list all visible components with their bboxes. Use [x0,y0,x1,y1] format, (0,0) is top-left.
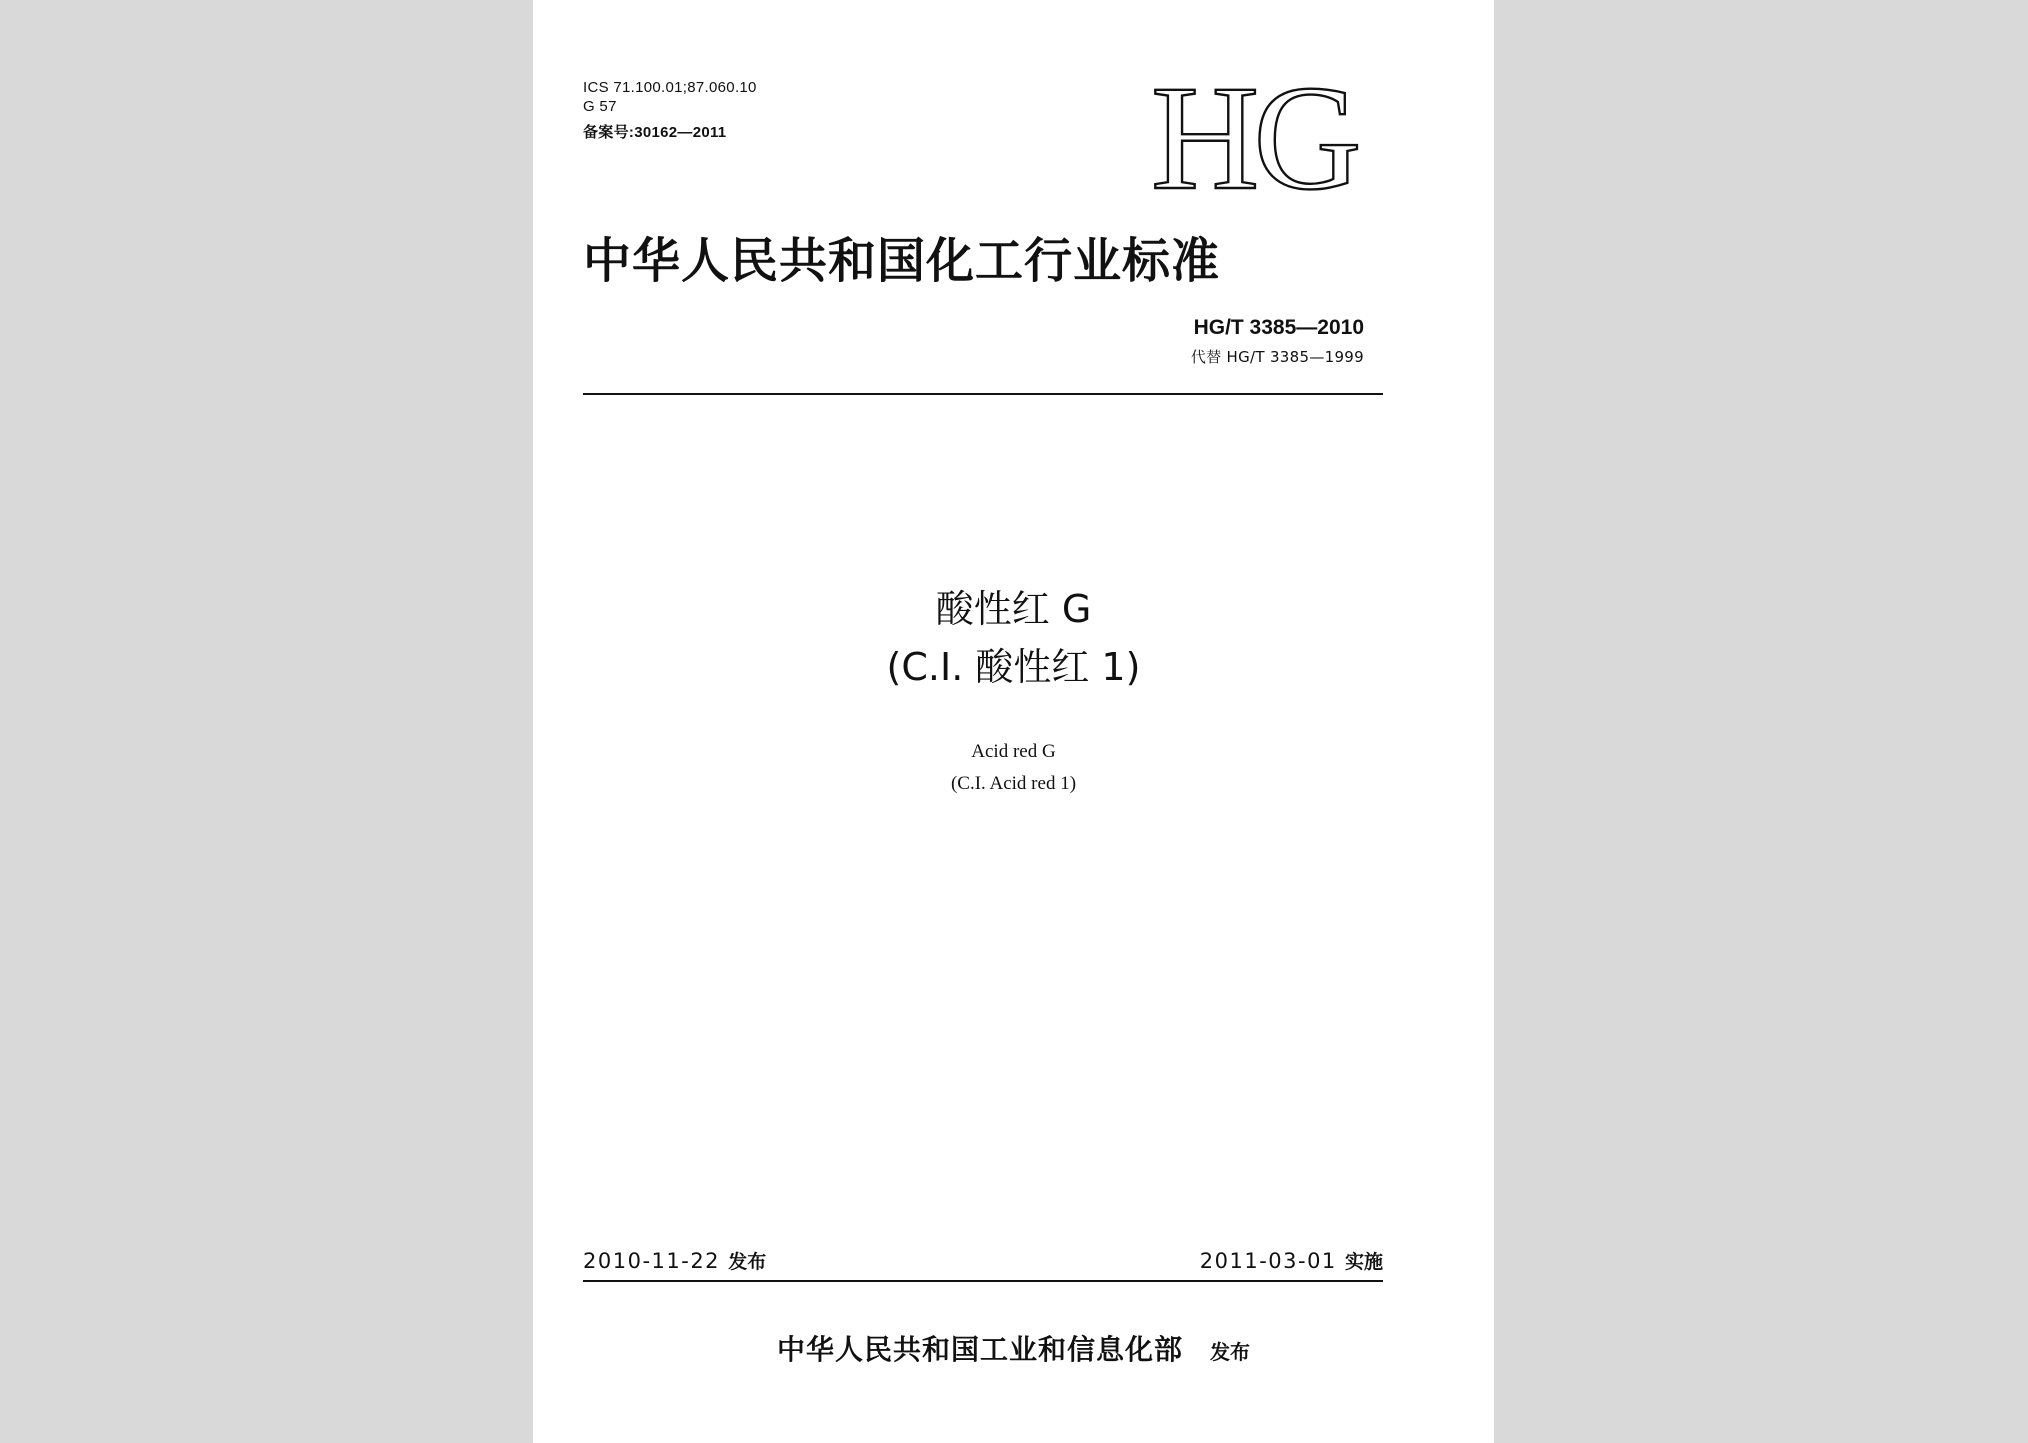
english-title-line-1: Acid red G [971,741,1056,762]
ics-code: ICS 71.100.01;87.060.10 [583,79,757,96]
english-title [533,736,1494,800]
classification-block [583,78,757,142]
chinese-title [533,580,1494,696]
issuer-name: 中华人民共和国工业和信息化部 [776,1333,1183,1366]
standard-title: 中华人民共和国化工行业标准 [583,233,1221,289]
ccs-code: G 57 [583,98,617,115]
english-title-line-2: (C.I. Acid red 1) [950,773,1077,794]
filing-number: 备案号:30162—2011 [583,124,727,141]
publish-date: 2010-11-22 [583,1249,721,1273]
effective-label: 实施 [1344,1251,1383,1273]
issuer-block [533,1328,1494,1368]
publish-date-block [583,1247,766,1274]
publish-label: 发布 [728,1251,767,1273]
footer-divider [583,1280,1383,1282]
hg-logo-text: HG [1151,64,1356,214]
header-divider [583,393,1383,395]
effective-date: 2011-03-01 [1199,1249,1337,1273]
chinese-title-line-1: 酸性红 G [935,587,1092,631]
date-row [583,1247,1383,1281]
document-page [533,0,1494,1443]
chinese-title-line-2: (C.I. 酸性红 1) [886,645,1141,689]
effective-date-block [1200,1247,1383,1274]
standard-code-block [1191,316,1364,367]
standard-code: HG/T 3385—2010 [1193,316,1364,339]
issuer-label: 发布 [1210,1340,1251,1364]
replaces-standard: 代替 HG/T 3385—1999 [1190,348,1364,366]
hg-logo [1149,64,1389,214]
